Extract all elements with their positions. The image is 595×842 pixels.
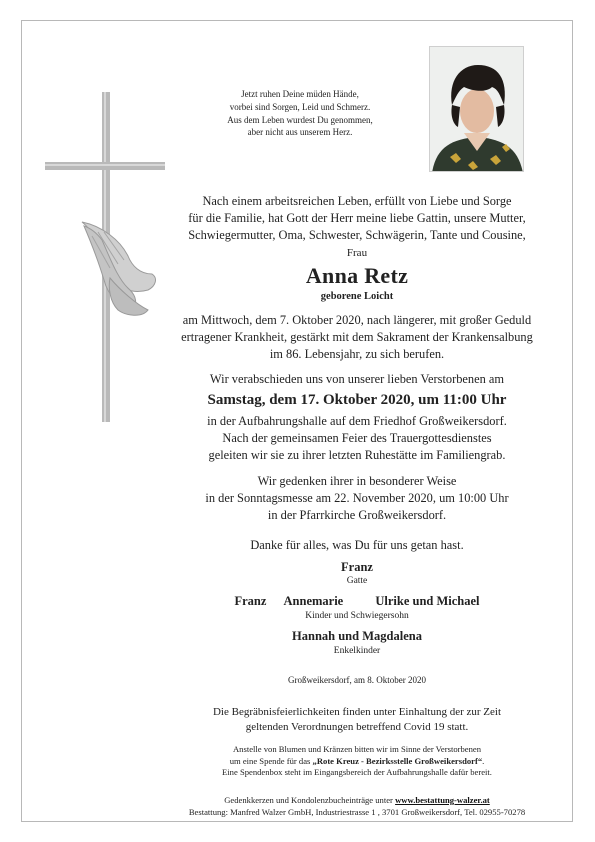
poem-line: aber nicht aus unserem Herz. [247,127,353,138]
donation-line: Anstelle von Blumen und Kränzen bitten wir im Sinne der Verstorbenen [232,744,482,754]
footer-text: Gedenkkerzen und Kondolenzbucheinträge unter [224,795,396,805]
children-role: Kinder und Schwiegersohn [305,611,409,621]
spouse-name: Franz [341,560,373,574]
intro-line: Nach einem arbeitsreichen Leben, erfüllt von Liebe und Sorge [202,194,512,208]
website-link[interactable]: www.bestattung-walzer.at [395,795,490,805]
covid-line: Die Begräbnisfeierlichkeiten finden unter Einhaltung der zur Zeit [212,706,502,718]
place-line: geleiten wir sie zu ihrer letzten Ruhestätte im Familiengrab. [208,448,506,462]
thanks-text: Danke für alles, was Du für uns getan hast. [250,538,464,552]
footer-line [150,794,564,806]
donation-recipient: „Rote Kreuz - Bezirksstelle Großweikersdorf“ [312,755,483,766]
mass-line: in der Pfarrkirche Großweikersdorf. [267,508,447,522]
child-name: Franz [234,594,267,608]
grandchildren-role: Enkelkinder [333,646,381,656]
child-name: Annemarie [283,594,344,608]
donation-text: . [482,755,485,766]
funeral-date: Samstag, dem 17. Oktober 2020, um 11:00 Uhr [207,392,507,408]
dateline: Großweikersdorf, am 8. Oktober 2020 [288,675,426,685]
farewell-text: Wir verabschieden uns von unserer lieben Verstorbenen am [209,372,505,386]
poem-line: Aus dem Leben wurdest Du genommen, [227,114,373,125]
cross-icon [40,90,165,430]
donation-text: um eine Spende für das [229,755,313,766]
death-line: ertragener Krankheit, gestärkt mit dem Sakrament der Krankensalbung [181,330,533,344]
place-line: in der Aufbahrungshalle auf dem Friedhof Großweikersdorf. [207,414,507,428]
poem-line: vorbei sind Sorgen, Leid und Schmerz. [229,101,371,112]
praying-hands-icon [82,222,155,315]
intro-line: Schwiegermutter, Oma, Schwester, Schwägerin, Tante und Cousine, [188,228,526,242]
spouse-role: Gatte [346,576,368,586]
ceremony-place [150,413,564,464]
birth-name: geborene Loicht [320,291,394,302]
mass-line: in der Sonntagsmesse am 22. November 2020, um 10:00 Uhr [205,491,509,505]
intro-line: für die Familie, hat Gott der Herr meine liebe Gattin, unsere Mutter, [188,211,526,225]
children-names [150,594,564,609]
title-prefix: Frau [346,247,368,259]
donation-notice [150,744,564,779]
donation-line [150,756,564,768]
mass-line: Wir gedenken ihrer in besonderer Weise [257,474,457,488]
grandchildren-names: Hannah und Magdalena [292,629,422,643]
deceased-name: Anna Retz [305,263,409,288]
memorial-mass [150,473,564,524]
poem [180,88,420,139]
place-line: Nach der gemeinsamen Feier des Trauergottesdienstes [222,431,492,445]
intro-text [150,193,564,244]
death-text [150,312,564,363]
footer-line: Bestattung: Manfred Walzer GmbH, Industriestrasse 1 , 3701 Großweikersdorf, Tel. 02955-70278 [188,807,526,817]
donation-line: Eine Spendenbox steht im Eingangsbereich der Aufbahrungshalle dafür bereit. [222,767,492,777]
covid-line: geltenden Verordnungen betreffend Covid 19 statt. [245,720,469,733]
child-name: Ulrike und Michael [375,594,480,608]
poem-line: Jetzt ruhen Deine müden Hände, [241,89,359,99]
covid-notice [150,705,564,734]
portrait-photo [429,46,524,172]
death-line: im 86. Lebensjahr, zu sich berufen. [269,347,445,361]
death-line: am Mittwoch, dem 7. Oktober 2020, nach längerer, mit großer Geduld [182,313,532,327]
footer [150,794,564,818]
